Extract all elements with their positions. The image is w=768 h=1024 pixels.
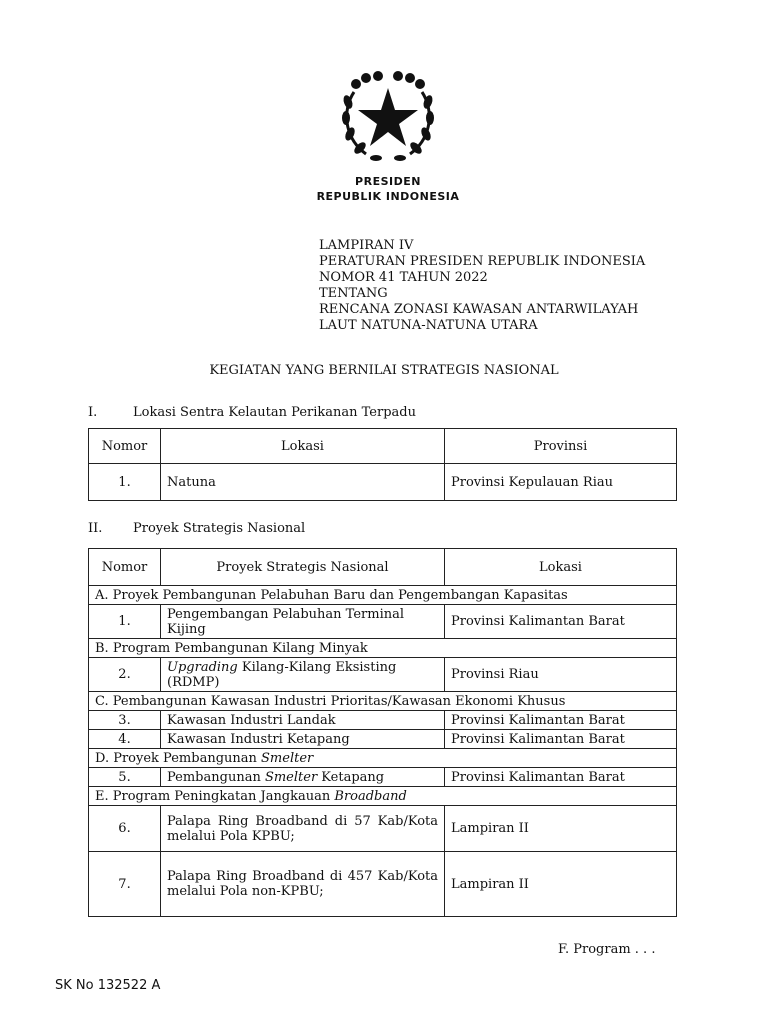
cell-proyek: Pengembangan Pelabuhan Terminal Kijing <box>161 605 445 639</box>
italic-term: Smelter <box>264 769 318 785</box>
group-label: A. Proyek Pembangunan Pelabuhan Baru dan Pengembangan Kapasitas <box>89 586 677 605</box>
lampiran-block <box>319 238 645 334</box>
italic-term: Smelter <box>261 750 314 766</box>
cell-proyek: Kawasan Industri Ketapang <box>161 730 445 749</box>
table-sentra-kelautan <box>88 428 677 501</box>
section-title: Lokasi Sentra Kelautan Perikanan Terpadu <box>133 405 416 420</box>
header-subtitle: REPUBLIK INDONESIA <box>316 190 460 203</box>
cell-nomor: 5. <box>89 768 161 787</box>
cell-lokasi: Lampiran II <box>445 806 677 852</box>
lampiran-line: PERATURAN PRESIDEN REPUBLIK INDONESIA <box>319 254 646 269</box>
cell-lokasi: Provinsi Kalimantan Barat <box>445 768 677 787</box>
document-heading: KEGIATAN YANG BERNILAI STRATEGIS NASIONAL <box>209 363 559 378</box>
cell-lokasi: Provinsi Kalimantan Barat <box>445 605 677 639</box>
group-row <box>89 586 677 605</box>
cell-proyek: Kawasan Industri Landak <box>161 711 445 730</box>
table-row <box>89 852 677 917</box>
table-row <box>89 464 677 501</box>
cell-proyek-text: Ketapang <box>317 769 385 785</box>
table-row <box>89 768 677 787</box>
cell-nomor: 2. <box>89 658 161 692</box>
cell-provinsi: Provinsi Kepulauan Riau <box>445 464 677 501</box>
cell-nomor: 7. <box>89 852 161 917</box>
cell-proyek: Palapa Ring Broadband di 457 Kab/Kota melalui Pola non-KPBU; <box>161 852 445 917</box>
table-row <box>89 605 677 639</box>
group-label-text: E. Program Peningkatan Jangkauan <box>95 788 335 804</box>
cell-lokasi: Provinsi Riau <box>445 658 677 692</box>
lampiran-line: NOMOR 41 TAHUN 2022 <box>319 270 488 285</box>
cell-nomor: 6. <box>89 806 161 852</box>
table-row <box>89 806 677 852</box>
header-title: PRESIDEN <box>355 175 421 188</box>
column-header: Proyek Strategis Nasional <box>161 549 445 586</box>
table-row <box>89 658 677 692</box>
column-header: Lokasi <box>445 549 677 586</box>
table-row <box>89 711 677 730</box>
column-header: Provinsi <box>445 429 677 464</box>
section-number: II. <box>88 521 103 536</box>
lampiran-line: TENTANG <box>319 286 388 301</box>
lampiran-line: RENCANA ZONASI KAWASAN ANTARWILAYAH <box>319 302 639 317</box>
column-header: Nomor <box>89 429 161 464</box>
section-number: I. <box>88 405 98 420</box>
cell-proyek: Palapa Ring Broadband di 57 Kab/Kota melalui Pola KPBU; <box>161 806 445 852</box>
cell-lokasi: Natuna <box>161 464 445 501</box>
presidential-emblem-icon <box>336 70 440 164</box>
italic-term: Broadband <box>334 788 407 804</box>
group-label-text: D. Proyek Pembangunan <box>95 750 262 766</box>
cell-lokasi: Lampiran II <box>445 852 677 917</box>
sk-number: SK No 132522 A <box>55 978 161 993</box>
group-label <box>89 787 677 806</box>
cell-proyek <box>161 658 445 692</box>
group-row <box>89 787 677 806</box>
cell-proyek-text: Pembangunan <box>167 769 265 785</box>
lampiran-line: LAUT NATUNA-NATUNA UTARA <box>319 318 538 333</box>
group-row <box>89 639 677 658</box>
column-header: Lokasi <box>161 429 445 464</box>
cell-nomor: 3. <box>89 711 161 730</box>
cell-proyek-text: Kilang-Kilang Eksisting (RDMP) <box>167 659 397 690</box>
cell-lokasi: Provinsi Kalimantan Barat <box>445 711 677 730</box>
cell-nomor: 4. <box>89 730 161 749</box>
section-title: Proyek Strategis Nasional <box>133 521 306 536</box>
group-row <box>89 692 677 711</box>
italic-term: Upgrading <box>167 659 238 675</box>
group-label: C. Pembangunan Kawasan Industri Prioritas/Kawasan Ekonomi Khusus <box>89 692 677 711</box>
cell-nomor: 1. <box>89 605 161 639</box>
table-proyek-strategis <box>88 548 677 917</box>
group-label: B. Program Pembangunan Kilang Minyak <box>89 639 677 658</box>
group-row <box>89 749 677 768</box>
table-row <box>89 730 677 749</box>
table-header-row <box>89 429 677 464</box>
cell-proyek <box>161 768 445 787</box>
continuation-note: F. Program . . . <box>558 942 656 957</box>
group-label <box>89 749 677 768</box>
cell-nomor: 1. <box>89 464 161 501</box>
cell-lokasi: Provinsi Kalimantan Barat <box>445 730 677 749</box>
lampiran-line: LAMPIRAN IV <box>319 238 414 253</box>
column-header: Nomor <box>89 549 161 586</box>
table-header-row <box>89 549 677 586</box>
